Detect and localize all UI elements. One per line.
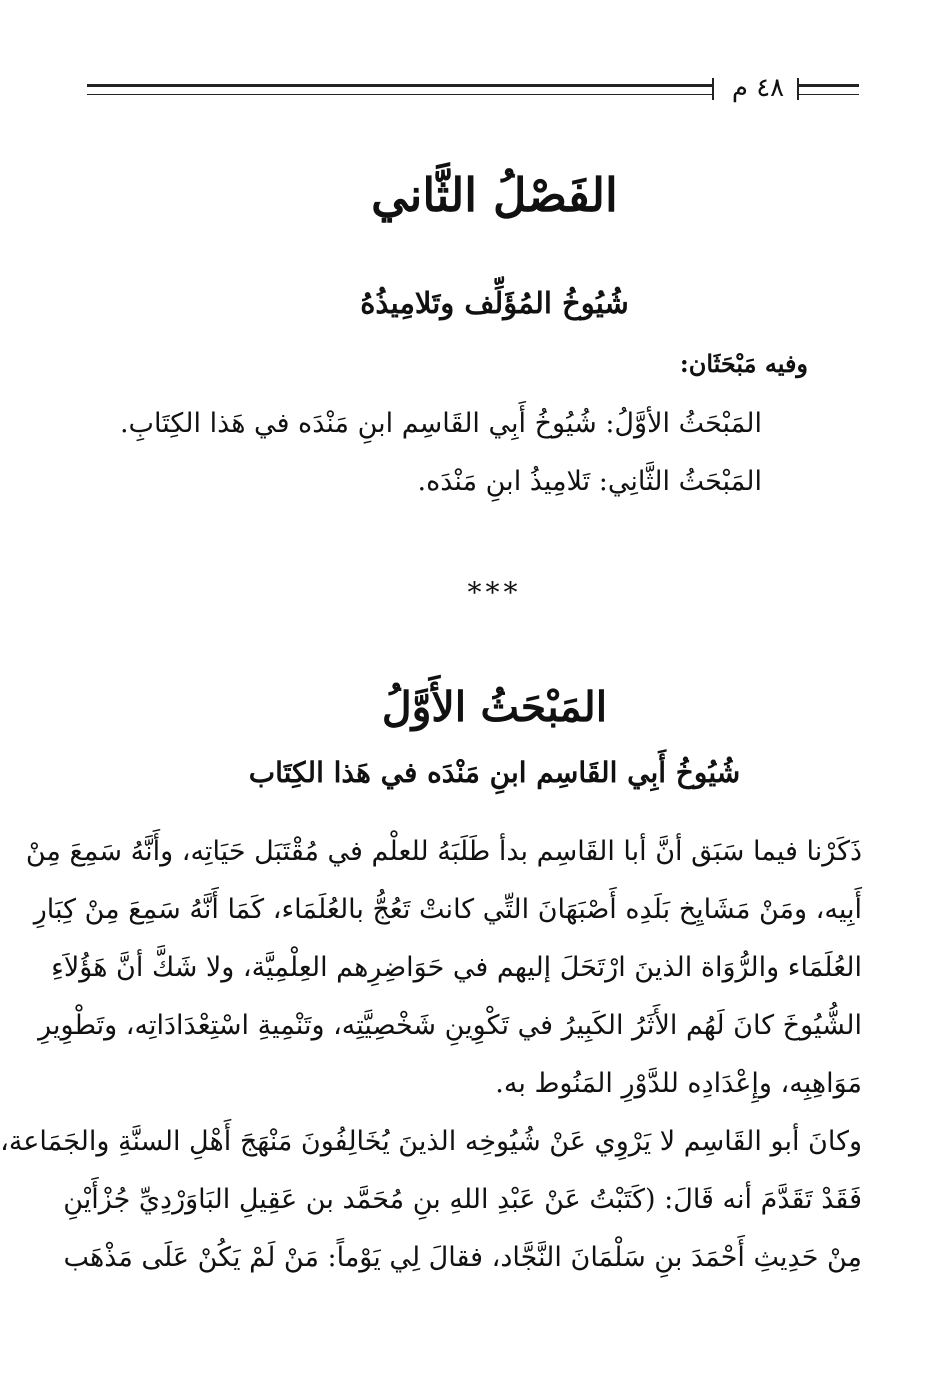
section-list-item: المَبْحَثُ الأوَّلُ: شُيُوخُ أَبِي القَاسِم ابنِ مَنْدَه في هَذا الكِتَابِ. [119, 408, 762, 439]
chapter-intro: وفيه مَبْحَثَان: [679, 349, 808, 378]
body-text-line: فَقَدْ تَقَدَّمَ أنه قَالَ: (كَتَبْتُ عَنْ عَبْدِ اللهِ بنِ مُحَمَّد بن عَقِيلِ البَاوَرْدِيِّ جُزْأَيْنِ [63, 1184, 862, 1215]
page-number: ٤٨ م [731, 73, 785, 103]
header-rule-left-cap [712, 78, 714, 100]
body-text-line: مَوَاهِبِه، وإِعْدَادِه للدَّوْرِ المَنُوط به. [495, 1068, 862, 1099]
body-text-line: الشُّيُوخَ كانَ لَهُم الأَثَرُ الكَبِيرُ في تَكْوِينِ شَخْصِيَّتِه، وتَنْمِيةِ اسْتِعْدَادَاتِه، وتَطْوِيرِ [38, 1010, 862, 1041]
chapter-title: الفَصْلُ الثَّاني [371, 168, 618, 222]
page-header [87, 72, 859, 108]
header-rule-left [87, 84, 712, 95]
section-subtitle: شُيُوخُ أَبِي القَاسِم ابنِ مَنْدَه في هَذا الكِتَاب [248, 756, 741, 789]
separator-stars: *** [467, 576, 522, 609]
body-text-line: ذَكَرْنا فيما سَبَق أنَّ أبا القَاسِم بدأ طَلَبَهُ للعلْم في مُقْتَبَل حَيَاتِه، وأَنَّهُ سَمِعَ مِنْ [25, 836, 862, 867]
header-rule-right [797, 84, 859, 95]
body-text-line: وكانَ أبو القَاسِم لا يَرْوِي عَنْ شُيُوخِه الذينَ يُخَالِفُونَ مَنْهَجَ أَهْلِ السنَّةِ والجَمَاعة، [0, 1126, 862, 1157]
body-text-line: مِنْ حَدِيثِ أَحْمَدَ بنِ سَلْمَانَ النَّجَّاد، فقالَ لِي يَوْماً: مَنْ لَمْ يَكُنْ عَلَى مَذْهَب [63, 1242, 862, 1273]
section-title: المَبْحَثُ الأَوَّلُ [381, 683, 608, 731]
chapter-subtitle: شُيُوخُ المُؤَلِّف وتَلامِيذُهُ [360, 286, 629, 320]
section-list-item: المَبْحَثُ الثَّانِي: تَلامِيذُ ابنِ مَنْدَه. [417, 466, 762, 497]
body-text-line: العُلَمَاء والرُّوَاة الذينَ ارْتَحَلَ إليهم في حَوَاضِرِهم العِلْمِيَّة، ولا شَكَّ أنَّ هَؤُلاَءِ [51, 952, 862, 983]
body-text-line: أَبِيه، ومَنْ مَشَايِخ بَلَدِه أَصْبَهَانَ التِّي كانتْ تَعُجُّ بالعُلَمَاء، كَمَا أَنَّهُ سَمِعَ مِنْ كِبَارِ [33, 894, 862, 925]
